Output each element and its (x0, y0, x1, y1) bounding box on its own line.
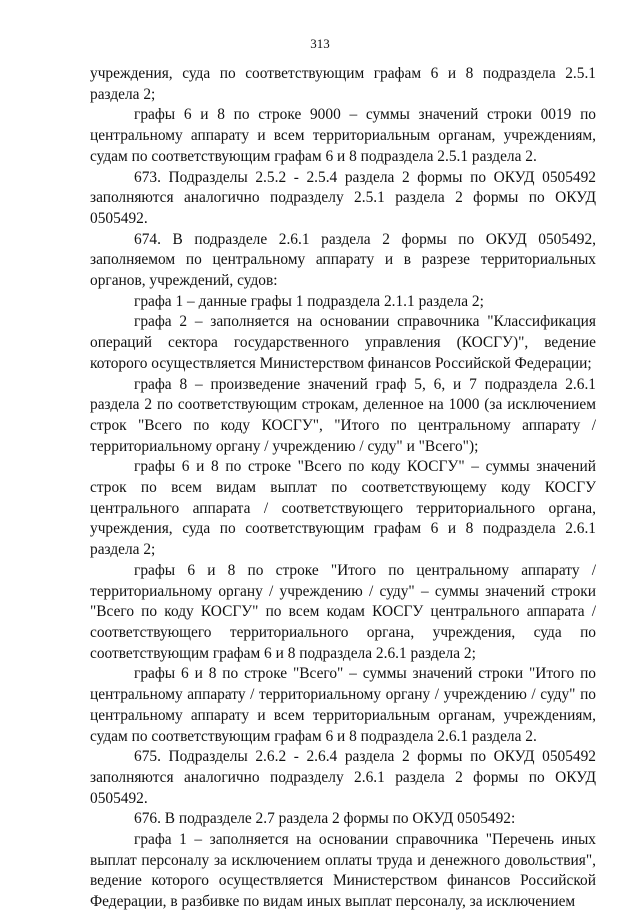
paragraph-total-by-unit: графы 6 и 8 по строке "Итого по центральному аппарату / территориальному органу / учреждению / суду" – суммы значений строки "Всего по коду КОСГУ" по всем кодам КОСГУ центрального аппарата / соответствующего территориального органа, учреждения, суда по соответствующим графам 6 и 8 подраздела 2.6.1 раздела 2; (90, 561, 596, 662)
paragraph-graph-1: графа 1 – данные графы 1 подраздела 2.1.1 раздела 2; (134, 292, 484, 310)
page-number: 313 (310, 36, 330, 51)
paragraph-675: 675. Подразделы 2.6.2 - 2.6.4 раздела 2 формы по ОКУД 0505492 заполняются аналогично подразделу 2.6.1 раздела 2 формы по ОКУД 0505492. (90, 748, 596, 807)
paragraph-673: 673. Подразделы 2.5.2 - 2.5.4 раздела 2 формы по ОКУД 0505492 заполняются аналогично подразделу 2.5.1 раздела 2 формы по ОКУД 0505492. (90, 168, 596, 227)
paragraph-676: 676. В подразделе 2.7 раздела 2 формы по ОКУД 0505492: (134, 810, 516, 828)
paragraph-continuation: учреждения, суда по соответствующим графам 6 и 8 подраздела 2.5.1 раздела 2; (90, 65, 596, 103)
paragraph-graphs-6-8-line-9000: графы 6 и 8 по строке 9000 – суммы значений строки 0019 по центральному аппарату и всем территориальным органам, учреждениям, судам по соответствующим графам 6 и 8 подраздела 2.5.1 раздела 2. (90, 106, 596, 165)
paragraph-676-graph-1: графа 1 – заполняется на основании справочника "Перечень иных выплат персоналу за исключением оплаты труда и денежного довольствия", ведение которого осуществляется Министерством финансов Российской Федерации, в разбивке по видам иных выплат персоналу, за исключением (90, 831, 596, 911)
paragraph-total-by-kosgu: графы 6 и 8 по строке "Всего по коду КОСГУ" – суммы значений строк по всем видам выплат по соответствующему коду КОСГУ центрального аппарата / соответствующего территориального органа, учреждения, суда по соответствующим графам 6 и 8 подраздела 2.6.1 раздела 2; (90, 458, 596, 559)
paragraph-graph-2: графа 2 – заполняется на основании справочника "Классификация операций сектора государственного управления (КОСГУ)", ведение которого осуществляется Министерством финансов Российской Федерации; (90, 313, 596, 372)
paragraph-grand-total: графы 6 и 8 по строке "Всего" – суммы значений строки "Итого по центральному аппарату / территориальному органу / учреждению / суду" по центральному аппарату и всем территориальным органам, учреждениям, судам по соответствующим графам 6 и 8 подраздела 2.6.1 раздела 2. (90, 665, 596, 745)
paragraph-674: 674. В подразделе 2.6.1 раздела 2 формы по ОКУД 0505492, заполняемом по центральному аппарату и в разрезе территориальных органов, учреждений, судов: (90, 230, 596, 290)
document-body (90, 64, 596, 913)
paragraph-graph-8: графа 8 – произведение значений граф 5, 6, и 7 подраздела 2.6.1 раздела 2 по соответствующим строкам, деленное на 1000 (за исключением строк "Всего по коду КОСГУ", "Итого по центральному аппарату / территориальному органу / учреждению / суду" и "Всего"); (90, 375, 596, 455)
